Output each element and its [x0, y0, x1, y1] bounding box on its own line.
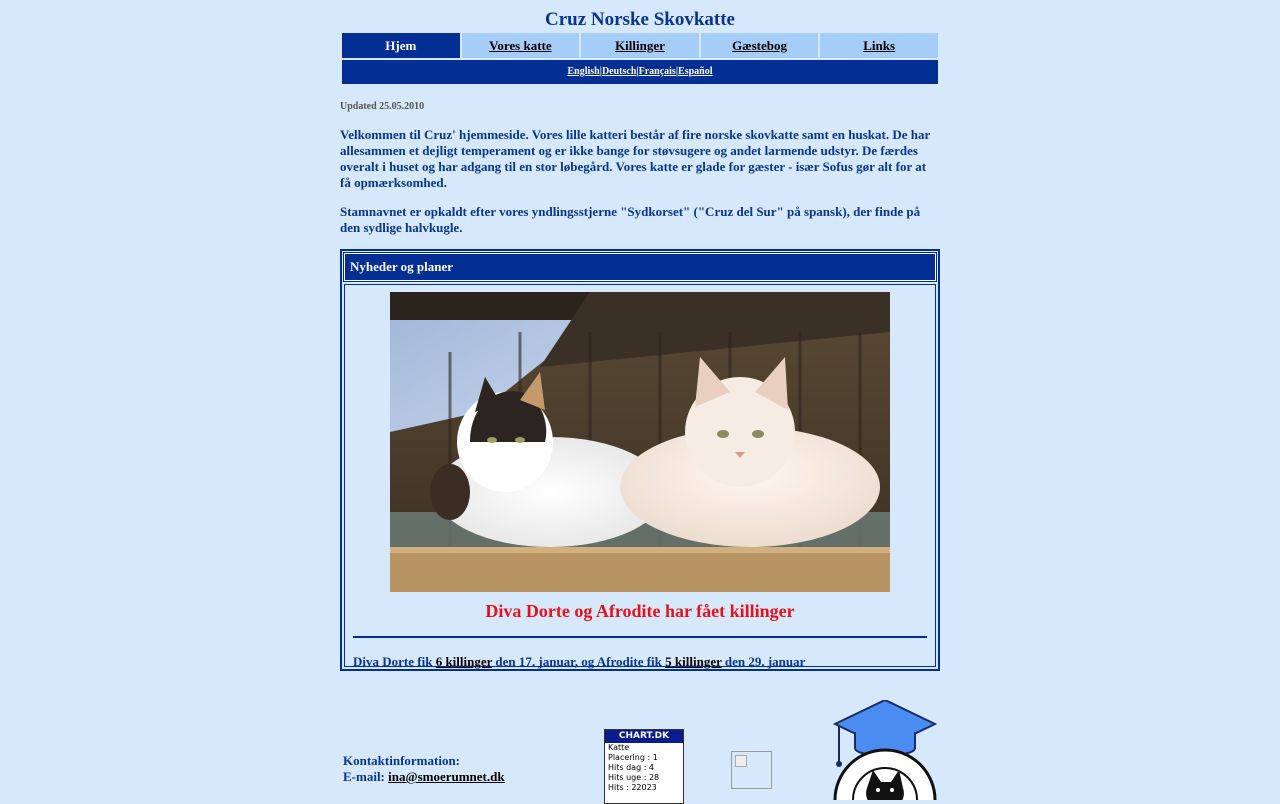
site-title: Cruz Norske Skovkatte: [545, 9, 735, 30]
news-text-part: Diva Dorte fik: [353, 654, 436, 669]
updated-date: Updated 25.05.2010: [340, 101, 425, 112]
email-link[interactable]: ina@smoerumnet.dk: [388, 769, 505, 784]
chart-badge-line: Katte: [608, 743, 630, 752]
news-text-part: den 29. januar: [721, 654, 806, 669]
email-line: [343, 769, 505, 785]
intro-paragraph-1: Velkommen til Cruz' hjemmeside. Vores lille katteri består af fire norske skovkatte samt en huskat. De har allesammen et dejligt temperament og er ikke bange for støvsugere og andet larmende udstyr. De færdes overalt i huset og har adgang til en stor løbegård. Vores katte er glade for gæster - især Sofus gør alt for at få opmærksomhed.: [340, 127, 931, 190]
news-text: [353, 654, 927, 670]
lang-link-deutsch[interactable]: Deutsch: [601, 66, 637, 77]
news-box: [340, 249, 940, 671]
broken-image-icon[interactable]: [731, 751, 772, 789]
main-nav: [342, 33, 938, 58]
cat-club-logo[interactable]: [833, 700, 937, 800]
link-5-killinger[interactable]: 5 killinger: [665, 654, 722, 669]
contact-info: [343, 753, 505, 785]
chart-badge-line: Placering : 1: [608, 753, 658, 762]
nav-item-hjem[interactable]: Hjem: [342, 33, 462, 58]
link-6-killinger[interactable]: 6 killinger: [435, 654, 493, 669]
nav-item-links[interactable]: Links: [820, 33, 938, 58]
language-bar: English|Deutsch|Français|Español: [342, 60, 938, 84]
email-label: E-mail:: [343, 769, 389, 784]
chart-badge-line: Hits dag : 4: [608, 763, 655, 772]
chart-badge-title: CHART.DK: [605, 730, 683, 743]
news-divider: [353, 636, 927, 638]
contact-label: Kontaktinformation:: [343, 753, 460, 768]
kittens-photo: [390, 292, 890, 592]
footer: [343, 700, 940, 800]
nav-item-killinger[interactable]: Killinger: [581, 33, 701, 58]
chart-badge-line: Hits : 22023: [608, 783, 657, 792]
news-headline: Diva Dorte og Afrodite har fået killinger: [485, 601, 795, 621]
lang-link-espanol[interactable]: Español: [678, 66, 713, 77]
news-header: Nyheder og planer: [344, 253, 936, 281]
nav-item-vores-katte[interactable]: Vores katte: [462, 33, 582, 58]
chart-badge-line: Hits uge : 28: [608, 773, 660, 782]
chart-dk-badge[interactable]: [604, 729, 684, 804]
nav-item-gaestebog[interactable]: Gæstebog: [701, 33, 821, 58]
intro-paragraph-2: Stamnavnet er opkaldt efter vores yndlingsstjerne "Sydkorset" ("Cruz del Sur" på spansk), der finde på den sydlige halvkugle.: [340, 204, 921, 235]
intro-text: [340, 127, 940, 236]
lang-link-english[interactable]: English: [567, 66, 600, 77]
news-body: [344, 284, 936, 667]
lang-link-francais[interactable]: Français: [638, 66, 676, 77]
news-text-part: den 17. januar, og Afrodite fik: [492, 654, 666, 669]
page-container: [340, 0, 940, 671]
